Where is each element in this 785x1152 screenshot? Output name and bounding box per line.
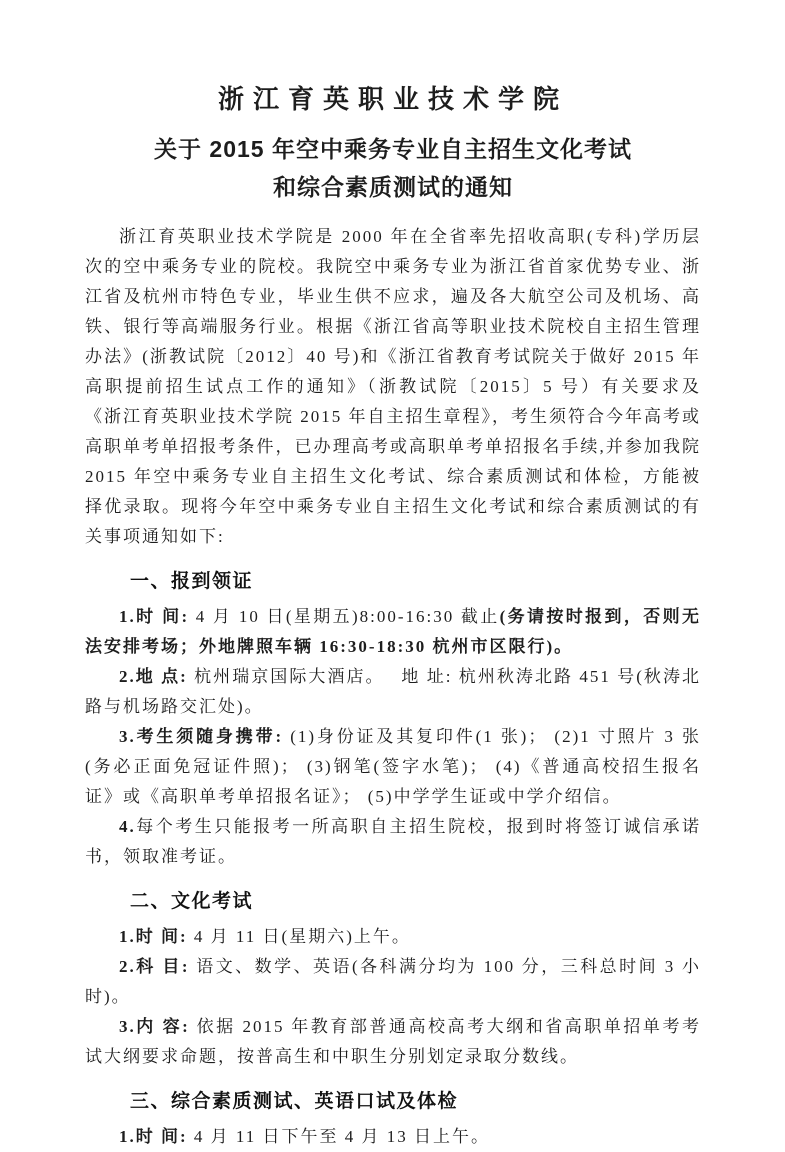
bold-text-segment: 1.时 间: (119, 1127, 188, 1146)
bold-text-segment: 3.考生须随身携带: (119, 727, 284, 746)
bold-text-segment: 1.时 间: (119, 607, 190, 626)
bold-text-segment: 4. (119, 817, 136, 836)
text-segment: 4 月 11 日下午至 4 月 13 日上午。 (187, 1127, 491, 1146)
text-segment: 语文、数学、英语(各科满分均为 100 分，三科总时间 3 小时)。 (85, 957, 701, 1006)
text-segment: 4 月 11 日(星期六)上午。 (187, 927, 411, 946)
sections-container (85, 569, 701, 1152)
section-heading: 二、文化考试 (130, 891, 254, 912)
text-segment: (1)身份证及其复印件(1 张)； (2)1 寸照片 3 张(务必正面免冠证件照)； (3)钢笔(签字水笔)； (4)《普通高校招生报名证》或《高职单考单招报名证》； (5)中学学生证或中学介绍信。 (85, 727, 702, 806)
document-section (85, 569, 701, 872)
item-paragraph (85, 602, 701, 662)
intro-paragraph: 浙江育英职业技术学院是 2000 年在全省率先招收高职(专科)学历层次的空中乘务专业的院校。我院空中乘务专业为浙江省首家优势专业、浙江省及杭州市特色专业，毕业生供不应求，遍及各大航空公司及机场、高铁、银行等高端服务行业。根据《浙江省高等职业技术院校自主招生管理办法》(浙教试院〔2012〕40 号)和《浙江省教育考试院关于做好 2015 年高职提前招生试点工作的通知》（浙教试院〔2015〕5 号）有关要求及《浙江育英职业技术学院 2015 年自主招生章程》，考生须符合今年高考或高职单考单招报考条件，已办理高考或高职单考单招报名手续,并参加我院 2015 年空中乘务专业自主招生文化考试、综合素质测试和体检，方能被择优录取。现将今年空中乘务专业自主招生文化考试和综合素质测试的有关事项通知如下: (85, 227, 701, 546)
item-paragraph (85, 662, 701, 722)
bold-text-segment: 2.科 目: (119, 957, 190, 976)
document-section (85, 889, 701, 1072)
item-paragraph (85, 922, 701, 952)
item-paragraph (85, 812, 701, 872)
document-subtitle-line-2: 和综合素质测试的通知 (273, 174, 513, 200)
text-segment: 杭州瑞京国际大酒店。 地 址: 杭州秋涛北路 451 号(秋涛北路与机场路交汇处)。 (85, 667, 701, 716)
item-paragraph (85, 1122, 701, 1152)
document-section (85, 1089, 701, 1152)
document-subtitle (85, 130, 701, 206)
item-paragraph (85, 1012, 701, 1072)
bold-text-segment: (务请按时报到，否则无法安排考场；外地牌照车辆 16:30-18:30 杭州市区限行)。 (85, 607, 701, 656)
section-heading: 三、综合素质测试、英语口试及体检 (130, 1091, 459, 1112)
text-segment: 4 月 10 日(星期五)8:00-16:30 截止 (189, 607, 500, 626)
bold-text-segment: 3.内 容: (119, 1017, 190, 1036)
bold-text-segment: 2.地 点: (119, 667, 188, 686)
bold-text-segment: 1.时 间: (119, 927, 188, 946)
text-segment: 每个考生只能报考一所高职自主招生院校，报到时将签订诚信承诺书，领取准考证。 (85, 817, 701, 866)
section-heading: 一、报到领证 (130, 571, 254, 592)
item-paragraph (85, 952, 701, 1012)
text-segment: 依据 2015 年教育部普通高校高考大纲和省高职单招单考考试大纲要求命题，按普高生和中职生分别划定录取分数线。 (85, 1017, 701, 1066)
document-subtitle-line-1: 关于 2015 年空中乘务专业自主招生文化考试 (154, 136, 632, 162)
document-title: 浙江育英职业技术学院 (217, 85, 568, 114)
item-paragraph (85, 722, 701, 812)
